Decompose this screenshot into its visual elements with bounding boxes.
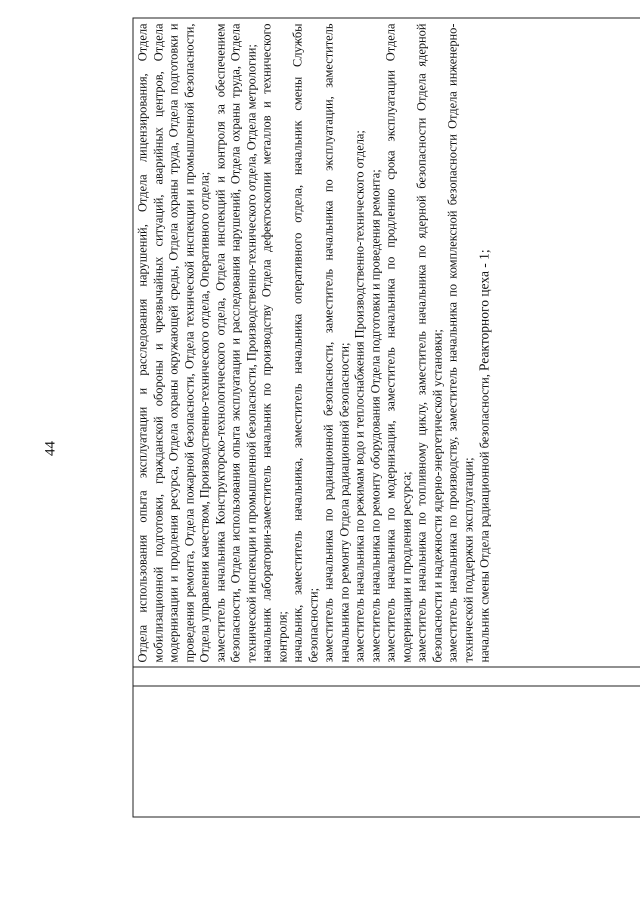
list-item: заместитель начальника по производству, заместитель начальника по комплексной безопасности Отдела инженерно-технической поддержки эксплуатации; bbox=[445, 23, 475, 663]
table-row bbox=[133, 18, 640, 817]
list-item: начальник лаборатории-заместитель начальник по производству Отдела дефектоскопии металлов и технического контроля; bbox=[259, 23, 289, 663]
list-item: заместитель начальника по ремонту оборудования Отдела подготовки и проведения ремонта; bbox=[368, 169, 382, 663]
last-entry-emphasis: Реакторного цеха - 1; bbox=[476, 249, 492, 372]
positions-cell bbox=[133, 18, 640, 667]
list-item: заместитель начальника по модернизации, заместитель начальника по продлению срока эксплуатации Отдела модернизации и продления ресурса; bbox=[383, 23, 413, 663]
list-item: заместитель начальника Конструкторско-технологического отдела, Отдела инспекций и контроля за обеспечением безопасности, Отдела использования опыта эксплуатации и расследования нарушений, Отдела охраны труда, Отдела технической инспекции и промышленной безопасности, Производственно-технического отдела, Отдела метрологии; bbox=[213, 23, 258, 663]
empty-cell-narrow bbox=[133, 667, 640, 686]
list-item: заместитель начальника по радиационной безопасности, заместитель начальника по эксплуатации, заместитель начальника по ремонту Отдела радиационной безопасности; bbox=[321, 23, 351, 663]
rotated-table bbox=[133, 18, 640, 818]
list-item: Отдела использования опыта эксплуатации и расследования нарушений, Отдела лицензирования, Отдела мобилизационной подготовки, гражданской обороны и чрезвычайных ситуаций, аварийных центров, Отдела модернизации и продления ресурса, Отдела охраны окружающей среды, Отдела охраны труда, Отдела подготовки и проведения ремонта, Отдела пожарной безопасности, Отдела технической инспекции и промышленной безопасности, Отдела управления качеством, Производственно-технического отдела, Оперативного отдела; bbox=[135, 23, 212, 663]
list-item: заместитель начальника по топливному циклу, заместитель начальника по ядерной безопасности Отдела ядерной безопасности и надежности ядерно-энергетической установки; bbox=[414, 23, 444, 663]
list-item: заместитель начальника по режимам водо и теплоснабжения Производственно-технического отдела; bbox=[352, 130, 367, 663]
list-item-last bbox=[477, 24, 494, 663]
list-item: начальник, заместитель начальника, заместитель начальника оперативного отдела, начальник смены Службы безопасности; bbox=[290, 23, 320, 663]
document-table bbox=[133, 18, 640, 818]
empty-cell-left bbox=[133, 686, 640, 817]
page-number: 44 bbox=[42, 441, 59, 456]
last-entry-prefix: начальник смены Отдела радиационной безопасности, bbox=[477, 371, 492, 663]
